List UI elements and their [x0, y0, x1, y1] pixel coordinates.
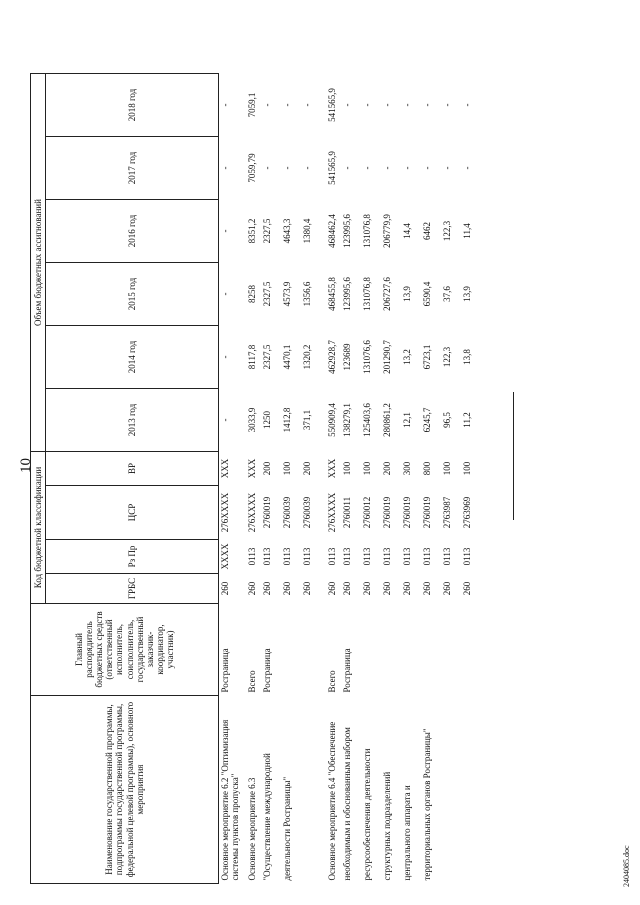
cell-grbs: 260 — [442, 581, 453, 596]
cell-amount: - — [362, 166, 373, 170]
cell-rzpr: 0113 — [247, 547, 258, 566]
header-allocations: Объем бюджетных ассигнований — [31, 74, 46, 452]
cell-name: необходимым и обоснованным набором — [342, 727, 353, 881]
cell-executor — [421, 604, 441, 696]
table-row — [341, 74, 361, 884]
cell-amount: 1320,2 — [302, 344, 313, 370]
cell-amount: 4573,9 — [282, 281, 293, 307]
cell-amount: 6462 — [422, 222, 433, 240]
cell-executor — [381, 604, 401, 696]
cell-grbs: 260 — [327, 581, 338, 596]
header-classification: Код бюджетной классификации — [31, 452, 46, 604]
header-csr: ЦСР — [46, 486, 219, 540]
cell-vr: XXX — [247, 458, 258, 479]
cell-amount: 280861,2 — [382, 403, 393, 437]
header-vr: ВР — [46, 452, 219, 486]
cell-executor: Росграница — [342, 648, 353, 693]
cell-amount: - — [220, 166, 230, 170]
cell-rzpr: 0113 — [262, 547, 273, 566]
cell-amount: - — [262, 166, 273, 170]
cell-amount: - — [382, 103, 393, 107]
cell-grbs: 260 — [422, 581, 433, 596]
cell-vr: XXX — [220, 458, 230, 479]
cell-amount: - — [282, 103, 293, 107]
cell-amount: - — [302, 103, 313, 107]
cell-csr: 2763969 — [462, 496, 473, 529]
cell-name — [301, 696, 321, 884]
table-row — [441, 74, 461, 884]
cell-amount: 13,8 — [462, 349, 473, 365]
cell-executor — [361, 604, 381, 696]
cell-executor: Росграница — [262, 648, 273, 693]
cell-csr: 2760012 — [362, 496, 373, 529]
cell-name: Основное мероприятие 6.2 "Оптимизация системы пунктов пропуска" — [220, 719, 241, 881]
cell-executor: Всего — [327, 670, 338, 693]
header-year: 2018 год — [46, 74, 219, 137]
header-name: Наименование государственной программы, подпрограммы государственной программы, федеральной целевой программы), основного мероприятия — [31, 696, 219, 884]
cell-vr: 200 — [262, 461, 273, 476]
header-rzpr: Рз Пр — [46, 540, 219, 574]
cell-csr: 276XXXX — [327, 492, 338, 533]
cell-amount: 13,9 — [402, 286, 413, 302]
cell-amount: 122,3 — [442, 220, 453, 242]
cell-amount: 541565,9 — [327, 88, 338, 122]
cell-amount: 2327,5 — [262, 344, 273, 370]
cell-vr: 100 — [282, 461, 293, 476]
cell-amount: 8258 — [247, 285, 258, 303]
header-year: 2015 год — [46, 263, 219, 326]
cell-grbs: 260 — [462, 581, 473, 596]
cell-executor — [281, 604, 301, 696]
cell-executor — [301, 604, 321, 696]
header-row-1 — [31, 74, 46, 884]
cell-grbs: 260 — [342, 581, 353, 596]
cell-csr: 2760019 — [382, 496, 393, 529]
cell-csr: 2760019 — [262, 496, 273, 529]
cell-amount: 11,4 — [462, 223, 473, 239]
cell-csr: 2763987 — [442, 496, 453, 529]
cell-vr: 800 — [422, 461, 433, 476]
cell-grbs: 260 — [262, 581, 273, 596]
cell-csr: 276XXXX — [220, 492, 230, 533]
cell-amount: - — [220, 229, 230, 233]
header-year: 2013 год — [46, 389, 219, 452]
cell-vr: 200 — [382, 461, 393, 476]
cell-csr: 2760011 — [342, 496, 353, 529]
header-grbs: ГРБС — [46, 574, 219, 604]
cell-amount: - — [462, 103, 473, 107]
cell-amount: 123995,6 — [342, 277, 353, 311]
cell-amount: - — [442, 103, 453, 107]
cell-amount: 125403,6 — [362, 403, 373, 437]
cell-amount: 7059,1 — [247, 92, 258, 118]
cell-csr: 2760039 — [302, 496, 313, 529]
cell-name — [441, 696, 461, 884]
cell-amount: 2327,5 — [262, 281, 273, 307]
cell-rzpr: 0113 — [442, 547, 453, 566]
cell-vr: 100 — [362, 461, 373, 476]
cell-rzpr: 0113 — [302, 547, 313, 566]
cell-amount: 462928,7 — [327, 340, 338, 374]
table-row — [321, 74, 341, 884]
cell-amount: 1412,8 — [282, 407, 293, 433]
cell-rzpr: 0113 — [462, 547, 473, 566]
cell-amount: 541565,9 — [327, 151, 338, 185]
cell-amount: 13,9 — [462, 286, 473, 302]
table-row — [219, 74, 242, 884]
cell-rzpr: 0113 — [402, 547, 413, 566]
cell-amount: 123995,6 — [342, 214, 353, 248]
cell-amount: 1250 — [262, 411, 273, 429]
table-row — [401, 74, 421, 884]
cell-amount: - — [342, 103, 353, 107]
cell-grbs: 260 — [362, 581, 373, 596]
cell-rzpr: 0113 — [422, 547, 433, 566]
cell-csr: 2760019 — [402, 496, 413, 529]
cell-amount: 4643,3 — [282, 218, 293, 244]
cell-amount: 550909,4 — [327, 403, 338, 437]
cell-csr: 276XXXX — [247, 492, 258, 533]
cell-amount: 1380,4 — [302, 218, 313, 244]
cell-amount: 131076,8 — [362, 277, 373, 311]
cell-amount: 131076,8 — [362, 214, 373, 248]
cell-csr: 2760019 — [422, 496, 433, 529]
table-row — [301, 74, 321, 884]
cell-amount: - — [220, 418, 230, 422]
cell-rzpr: 0113 — [382, 547, 393, 566]
table-row — [261, 74, 281, 884]
cell-vr: 300 — [402, 461, 413, 476]
cell-amount: 201290,7 — [382, 340, 393, 374]
cell-amount: 6245,7 — [422, 407, 433, 433]
header-executor: Главный распорядитель бюджетных средств (ответственный исполнитель, соисполнитель, государственный заказчик-координатор, участник) — [31, 604, 219, 696]
cell-amount: 11,2 — [462, 412, 473, 428]
header-year: 2017 год — [46, 137, 219, 200]
cell-amount: 13,2 — [402, 349, 413, 365]
page-number: 10 — [18, 458, 34, 473]
cell-amount: 14,4 — [402, 223, 413, 239]
cell-vr: XXX — [327, 458, 338, 479]
cell-name: территориальных органов Росграницы" — [422, 728, 433, 881]
cell-amount: 2327,5 — [262, 218, 273, 244]
cell-name — [461, 696, 481, 884]
cell-amount: - — [442, 166, 453, 170]
cell-grbs: 260 — [282, 581, 293, 596]
cell-vr: 100 — [442, 461, 453, 476]
cell-rzpr: XXXX — [220, 543, 230, 570]
cell-amount: - — [262, 103, 273, 107]
cell-amount: 4470,1 — [282, 344, 293, 370]
cell-rzpr: 0113 — [342, 547, 353, 566]
cell-amount: 123689 — [342, 343, 353, 371]
cell-amount: - — [342, 166, 353, 170]
cell-name: ресурсообеспечения деятельности — [362, 748, 373, 881]
cell-amount: 122,3 — [442, 346, 453, 368]
cell-amount: 138279,1 — [342, 403, 353, 437]
table-row — [381, 74, 401, 884]
cell-rzpr: 0113 — [327, 547, 338, 566]
cell-grbs: 260 — [220, 581, 230, 596]
cell-amount: 131076,6 — [362, 340, 373, 374]
header-year: 2014 год — [46, 326, 219, 389]
cell-grbs: 260 — [382, 581, 393, 596]
cell-amount: - — [422, 103, 433, 107]
cell-amount: 468462,4 — [327, 214, 338, 248]
cell-amount: 6590,4 — [422, 281, 433, 307]
cell-name: деятельности Росграницы" — [282, 776, 293, 881]
cell-amount: 6723,1 — [422, 344, 433, 370]
cell-name: центрального аппарата и — [402, 785, 413, 881]
cell-amount: 37,6 — [442, 286, 453, 302]
table-row — [421, 74, 441, 884]
cell-amount: - — [422, 166, 433, 170]
cell-executor: Всего — [247, 670, 258, 693]
cell-name: структурных подразделений — [382, 771, 393, 881]
cell-amount: 8351,2 — [247, 218, 258, 244]
cell-amount: 371,1 — [302, 409, 313, 431]
cell-name: "Осуществление международной — [262, 753, 273, 881]
cell-amount: - — [462, 166, 473, 170]
cell-amount: 468455,8 — [327, 277, 338, 311]
table-row — [461, 74, 481, 884]
cell-amount: - — [220, 103, 230, 107]
cell-amount: - — [220, 292, 230, 296]
cell-executor: Росграница — [220, 648, 230, 693]
cell-amount: 206779,9 — [382, 214, 393, 248]
cell-amount: 3033,9 — [247, 407, 258, 433]
table-row — [281, 74, 301, 884]
cell-amount: 206727,6 — [382, 277, 393, 311]
cell-grbs: 260 — [247, 581, 258, 596]
cell-name: Основное мероприятие 6.3 — [247, 777, 258, 881]
document-reference: 2404085.doc — [622, 845, 631, 887]
cell-grbs: 260 — [402, 581, 413, 596]
cell-vr: 100 — [342, 461, 353, 476]
cell-amount: - — [362, 103, 373, 107]
cell-executor — [401, 604, 421, 696]
cell-amount: - — [402, 103, 413, 107]
cell-amount: 7059,79 — [247, 153, 258, 183]
cell-csr: 2760039 — [282, 496, 293, 529]
cell-amount: - — [220, 355, 230, 359]
cell-amount: - — [302, 166, 313, 170]
cell-vr: 200 — [302, 461, 313, 476]
cell-rzpr: 0113 — [282, 547, 293, 566]
header-year: 2016 год — [46, 200, 219, 263]
cell-vr: 100 — [462, 461, 473, 476]
budget-table — [30, 73, 481, 884]
cell-executor — [461, 604, 481, 696]
cell-grbs: 260 — [302, 581, 313, 596]
cell-amount: 8117,8 — [247, 344, 258, 370]
cell-amount: - — [282, 166, 293, 170]
cell-amount: 96,5 — [442, 412, 453, 428]
cell-rzpr: 0113 — [362, 547, 373, 566]
cell-amount: - — [402, 166, 413, 170]
table-row — [241, 74, 261, 884]
separator-line — [513, 392, 514, 520]
cell-executor — [441, 604, 461, 696]
cell-amount: - — [382, 166, 393, 170]
cell-amount: 12,1 — [402, 412, 413, 428]
cell-amount: 1356,6 — [302, 281, 313, 307]
cell-name: Основное мероприятие 6.4 "Обеспечение — [327, 721, 338, 881]
table-row — [361, 74, 381, 884]
